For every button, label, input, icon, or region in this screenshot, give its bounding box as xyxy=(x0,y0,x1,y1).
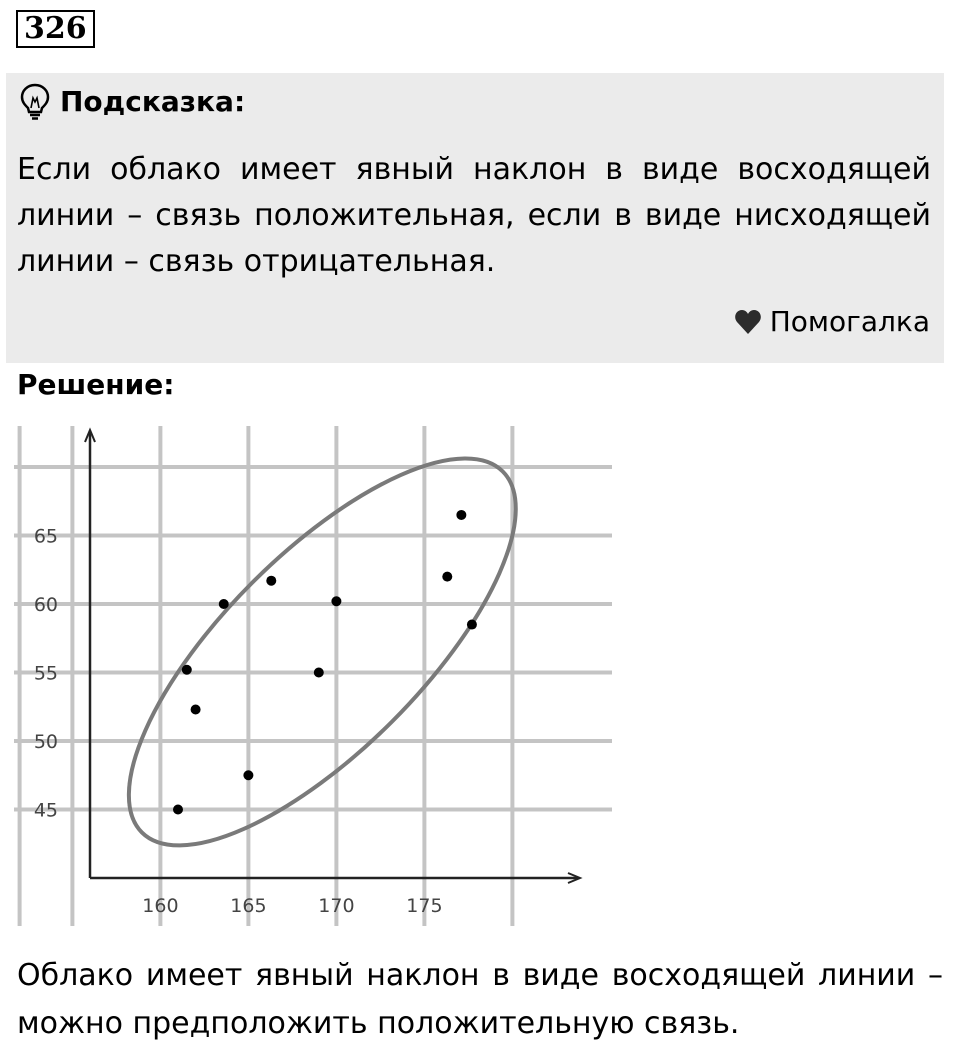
y-tick-label: 65 xyxy=(33,525,58,548)
data-point xyxy=(266,576,276,586)
heart-icon xyxy=(734,309,762,335)
data-point xyxy=(331,596,341,606)
x-tick-label: 165 xyxy=(230,895,267,917)
data-point xyxy=(467,620,477,630)
y-tick-label: 60 xyxy=(33,594,58,616)
lightbulb-icon xyxy=(18,82,52,120)
hint-text: Если облако имеет явный наклон в виде восходящей линии – связь положительная, если в виде нисходящей линии – связь отрицательная. xyxy=(17,152,931,279)
scatter-chart xyxy=(14,424,614,930)
brand-signature xyxy=(734,305,930,338)
conclusion-text: Облако имеет явный наклон в виде восходящей линии – можно предположить положительную связь. xyxy=(17,958,943,1041)
data-point xyxy=(191,704,201,714)
data-point xyxy=(456,510,466,520)
data-point xyxy=(314,668,324,678)
y-tick-label: 50 xyxy=(33,731,58,753)
x-tick-label: 160 xyxy=(142,895,179,917)
y-tick-label: 45 xyxy=(33,799,58,822)
data-point xyxy=(182,665,192,675)
hint-title: Подсказка: xyxy=(60,84,246,118)
y-tick-label: 55 xyxy=(33,662,58,685)
data-point xyxy=(219,599,229,609)
data-point xyxy=(173,805,183,815)
hint-box xyxy=(6,73,944,363)
data-point xyxy=(442,572,452,582)
cloud-ellipse xyxy=(72,424,572,902)
brand-name: Помогалка xyxy=(769,305,930,338)
x-tick-label: 170 xyxy=(318,895,355,917)
solution-label: Решение: xyxy=(17,368,175,401)
task-number: 326 xyxy=(16,10,95,48)
hint-header xyxy=(18,81,245,121)
x-tick-label: 175 xyxy=(406,895,443,917)
data-point xyxy=(243,770,253,780)
